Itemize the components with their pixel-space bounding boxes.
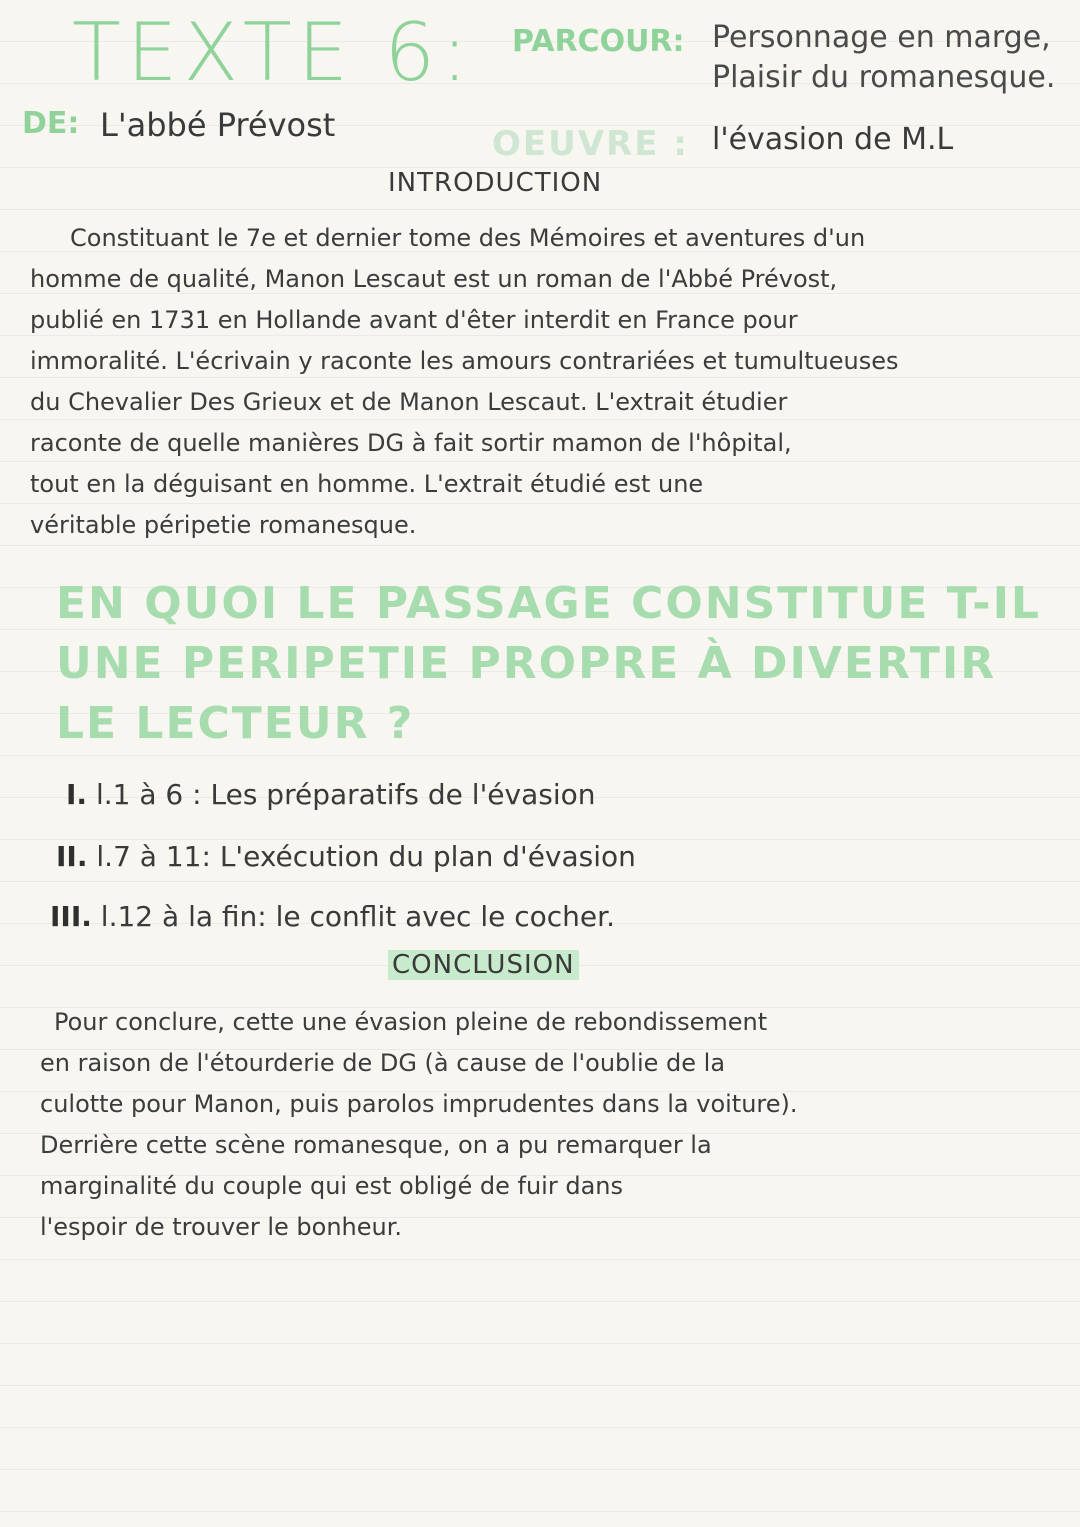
intro-line: du Chevalier Des Grieux et de Manon Lescaut. L'extrait étudier [30,388,788,416]
plan-item-number: III. [50,900,92,933]
parcour-line-1: Personnage en marge, [712,20,1051,55]
intro-line: raconte de quelle manières DG à fait sortir mamon de l'hôpital, [30,429,792,457]
intro-line: homme de qualité, Manon Lescaut est un roman de l'Abbé Prévost, [30,265,838,293]
question-line: LE LECTEUR ? [56,698,415,749]
intro-line: immoralité. L'écrivain y raconte les amours contrariées et tumultueuses [30,347,899,375]
plan-item-2 [56,840,636,873]
plan-item-3 [50,900,615,933]
introduction-heading [388,168,602,198]
conclusion-line: Pour conclure, cette une évasion pleine de rebondissement [54,1008,768,1036]
problematique-question [56,574,1066,754]
title-texte-number: 6: [384,6,475,99]
plan-item-text: Les préparatifs de l'évasion [210,778,596,811]
oeuvre-label: OEUVRE : [492,124,689,164]
author-name: L'abbé Prévost [100,106,336,144]
plan-item-number: II. [56,840,88,873]
parcour-line-2: Plaisir du romanesque. [712,60,1056,95]
plan-item-ref: l.1 à 6 : [95,778,202,811]
plan-item-ref: l.12 à la fin: [100,900,267,933]
question-line: UNE PERIPETIE PROPRE À DIVERTIR [56,638,997,689]
conclusion-paragraph [40,1002,1070,1248]
parcour-label: PARCOUR: [512,24,685,59]
intro-line: Constituant le 7e et dernier tome des Mémoires et aventures d'un [70,224,866,252]
plan-item-text: le conflit avec le cocher. [275,900,615,933]
author-label: DE: [22,106,80,141]
plan-item-number: I. [66,778,88,811]
question-line: EN QUOI LE PASSAGE CONSTITUE T-IL [56,578,1041,629]
conclusion-line: l'espoir de trouver le bonheur. [40,1213,403,1241]
intro-line: véritable péripetie romanesque. [30,511,417,539]
plan-item-ref: l.7 à 11: [96,840,211,873]
plan-item-1 [66,778,595,811]
introduction-paragraph [30,218,1070,546]
conclusion-line: culotte pour Manon, puis parolos imprudentes dans la voiture). [40,1090,798,1118]
plan-item-text: L'exécution du plan d'évasion [219,840,636,873]
oeuvre-title: l'évasion de M.L [712,122,954,157]
document-title [72,6,474,99]
intro-line: publié en 1731 en Hollande avant d'êter interdit en France pour [30,306,798,334]
title-texte-word: TEXTE [72,6,355,99]
conclusion-line: en raison de l'étourderie de DG (à cause de l'oublie de la [40,1049,726,1077]
introduction-heading-text: INTRODUCTION [388,168,603,198]
conclusion-line: Derrière cette scène romanesque, on a pu remarquer la [40,1131,712,1159]
conclusion-line: marginalité du couple qui est obligé de fuir dans [40,1172,623,1200]
conclusion-heading [388,950,579,980]
intro-line: tout en la déguisant en homme. L'extrait étudié est une [30,470,704,498]
conclusion-heading-text: CONCLUSION [388,950,579,980]
